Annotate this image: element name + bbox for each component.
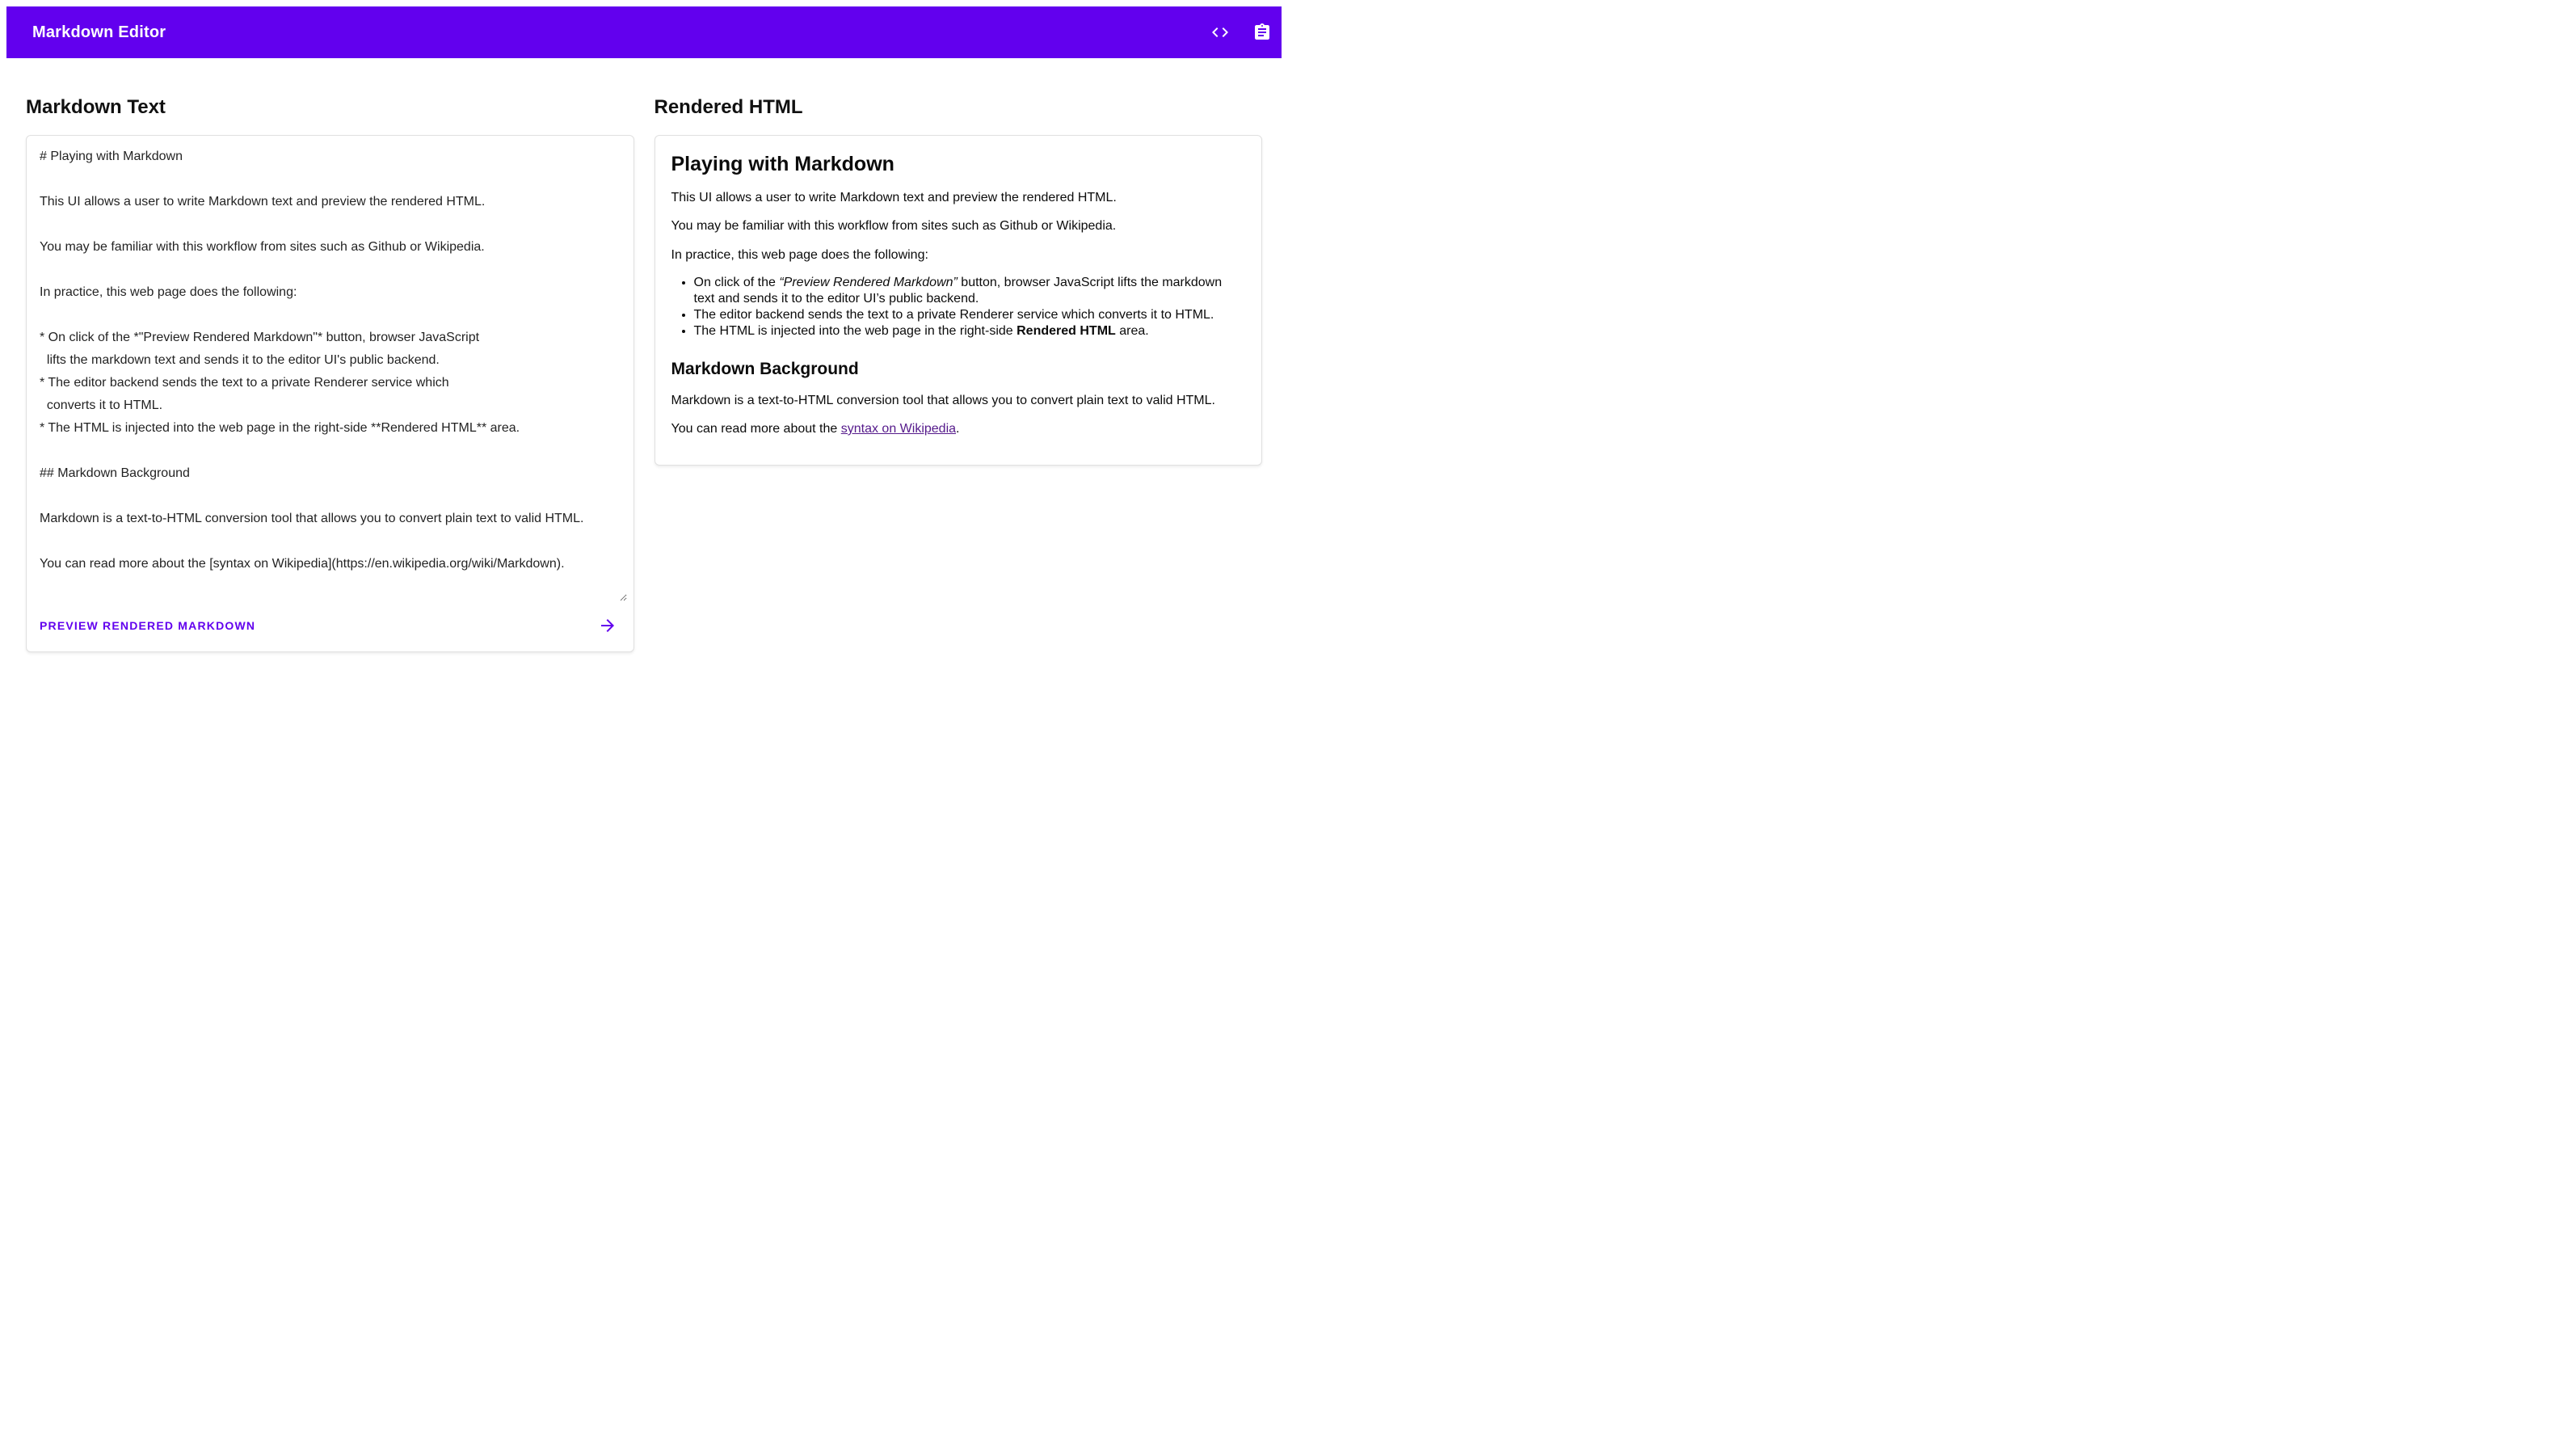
rendered-paragraph-5-text-end: . xyxy=(956,421,960,436)
arrow-forward-icon xyxy=(598,616,617,635)
rendered-h2: Markdown Background xyxy=(671,360,859,379)
rendered-paragraph-1: This UI allows a user to write Markdown text and preview the rendered HTML. xyxy=(671,191,1117,204)
list-item-2: • The editor backend sends the text to a private Renderer service which converts it to HTML. xyxy=(694,307,1246,323)
clipboard-icon xyxy=(1252,23,1272,42)
rendered-paragraph-2: You may be familiar with this workflow from sites such as Github or Wikipedia. xyxy=(671,219,1117,234)
editor-actions xyxy=(33,606,627,645)
markdown-input[interactable] xyxy=(33,142,627,601)
list-item-1 xyxy=(694,275,1246,307)
rendered-list xyxy=(671,275,1246,339)
app-bar xyxy=(6,6,1282,58)
preview-column xyxy=(655,58,1263,652)
list-item-1-text: On click of the xyxy=(693,276,780,290)
editor-card xyxy=(26,135,634,652)
code-icon xyxy=(1210,23,1230,42)
editor-column xyxy=(26,58,634,652)
rendered-paragraph-5-text: You can read more about the xyxy=(671,421,841,436)
list-item-1-text-end: button, browser JavaScript lifts the markdown text and sends it to the editor UI’s public backend. xyxy=(693,276,1223,306)
preview-arrow-button[interactable] xyxy=(591,609,624,642)
preview-card xyxy=(655,135,1263,466)
rendered-paragraph-3: In practice, this web page does the following: xyxy=(671,247,928,262)
view-source-button[interactable] xyxy=(1204,16,1236,48)
rendered-h1: Playing with Markdown xyxy=(671,153,894,175)
rendered-paragraph-4: Markdown is a text-to-HTML conversion tool that allows you to convert plain text to valid HTML. xyxy=(671,393,1215,407)
app-title: Markdown Editor xyxy=(32,23,166,41)
editor-heading: Markdown Text xyxy=(26,96,166,118)
list-item-3-bold: Rendered HTML xyxy=(1017,324,1116,339)
preview-heading: Rendered HTML xyxy=(654,96,803,118)
wikipedia-link[interactable]: syntax on Wikipedia xyxy=(840,421,957,436)
list-item-1-italic: “Preview Rendered Markdown” xyxy=(779,276,958,290)
preview-rendered-markdown-button[interactable]: PREVIEW RENDERED MARKDOWN xyxy=(33,613,262,639)
list-item-3-text-end: area. xyxy=(1115,324,1149,339)
list-item-3-text: The HTML is injected into the web page in the right-side xyxy=(693,324,1017,339)
main-content xyxy=(6,58,1282,652)
rendered-paragraph-5 xyxy=(671,420,1246,438)
clipboard-button[interactable] xyxy=(1246,16,1278,48)
list-item-3 xyxy=(694,323,1246,339)
